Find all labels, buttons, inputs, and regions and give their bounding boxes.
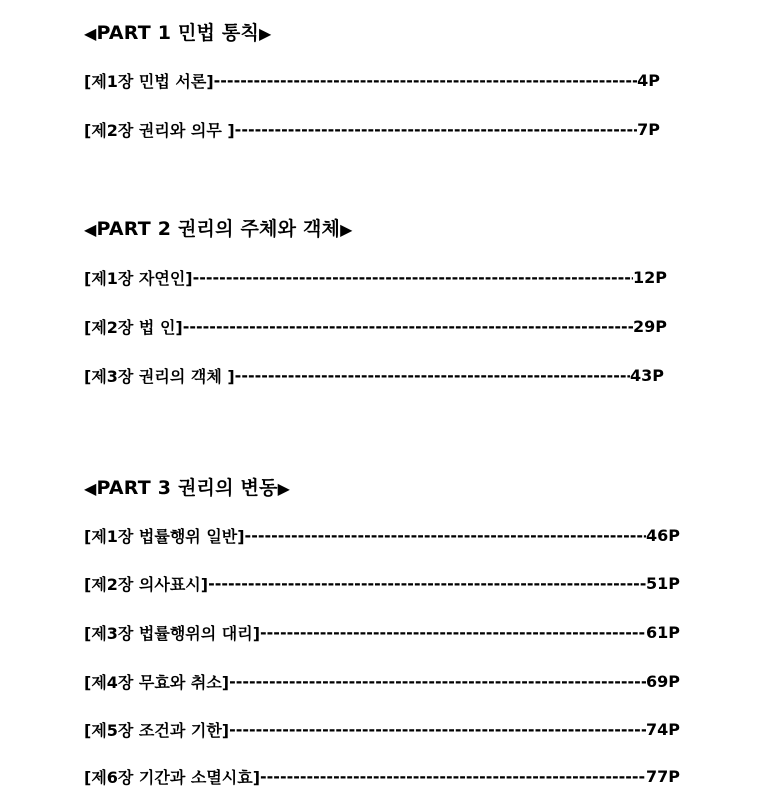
toc-entry[interactable] bbox=[84, 117, 660, 141]
chapter-title: [제2장 법 인] bbox=[84, 317, 183, 337]
dot-leader bbox=[229, 672, 646, 691]
dot-leader bbox=[193, 268, 633, 287]
left-triangle-icon: ◀ bbox=[84, 220, 97, 239]
chapter-title: [제4장 무효와 취소] bbox=[84, 672, 230, 692]
chapter-title: [제3장 권리의 객체 ] bbox=[84, 366, 235, 386]
left-triangle-icon: ◀ bbox=[84, 479, 97, 498]
chapter-title: [제1장 민법 서론] bbox=[84, 71, 214, 91]
page-number: 46P bbox=[646, 525, 680, 545]
toc-entry[interactable] bbox=[84, 571, 680, 595]
page-number: 74P bbox=[646, 719, 680, 739]
right-triangle-icon: ▶ bbox=[340, 220, 353, 239]
chapter-title: [제6장 기간과 소멸시효] bbox=[84, 767, 261, 787]
part-heading bbox=[84, 214, 353, 241]
dot-leader bbox=[235, 366, 630, 385]
toc-entry[interactable] bbox=[84, 717, 680, 741]
chapter-title: [제5장 조건과 기한] bbox=[84, 720, 230, 740]
page-number: 69P bbox=[646, 671, 680, 691]
right-triangle-icon: ▶ bbox=[277, 479, 291, 498]
toc-entry[interactable] bbox=[84, 363, 664, 387]
page-number: 7P bbox=[637, 119, 660, 139]
chapter-title: [제2장 권리와 의무 ] bbox=[84, 120, 235, 140]
page-number: 51P bbox=[646, 573, 680, 593]
chapter-title: [제1장 자연인] bbox=[84, 268, 193, 288]
left-triangle-icon: ◀ bbox=[84, 24, 97, 43]
chapter-title: [제3장 법률행위의 대리] bbox=[84, 623, 261, 643]
chapter-title: [제2장 의사표시] bbox=[84, 574, 209, 594]
part-label: PART 1 민법 통칙 bbox=[96, 22, 260, 44]
dot-leader bbox=[235, 120, 637, 139]
page-number: 12P bbox=[633, 267, 667, 287]
dot-leader bbox=[214, 71, 638, 90]
page-number: 4P bbox=[637, 70, 660, 90]
dot-leader bbox=[260, 623, 646, 642]
page-number: 29P bbox=[633, 316, 667, 336]
part-heading bbox=[84, 18, 272, 45]
dot-leader bbox=[260, 767, 646, 786]
part-heading bbox=[84, 473, 290, 500]
dot-leader bbox=[208, 574, 646, 593]
page-number: 43P bbox=[630, 365, 664, 385]
page-number: 77P bbox=[646, 766, 680, 786]
dot-leader bbox=[183, 317, 633, 336]
dot-leader bbox=[245, 526, 646, 545]
right-triangle-icon: ▶ bbox=[259, 24, 272, 43]
dot-leader bbox=[229, 720, 646, 739]
toc-entry[interactable] bbox=[84, 669, 680, 693]
toc-entry[interactable] bbox=[84, 764, 680, 788]
page-number: 61P bbox=[646, 622, 680, 642]
part-label: PART 2 권리의 주체와 객체 bbox=[96, 218, 341, 240]
toc-entry[interactable] bbox=[84, 265, 667, 289]
toc-entry[interactable] bbox=[84, 523, 680, 547]
toc-entry[interactable] bbox=[84, 314, 667, 338]
chapter-title: [제1장 법률행위 일반] bbox=[84, 526, 245, 546]
toc-entry[interactable] bbox=[84, 68, 660, 92]
toc-entry[interactable] bbox=[84, 620, 680, 644]
part-label: PART 3 권리의 변동 bbox=[96, 477, 278, 499]
